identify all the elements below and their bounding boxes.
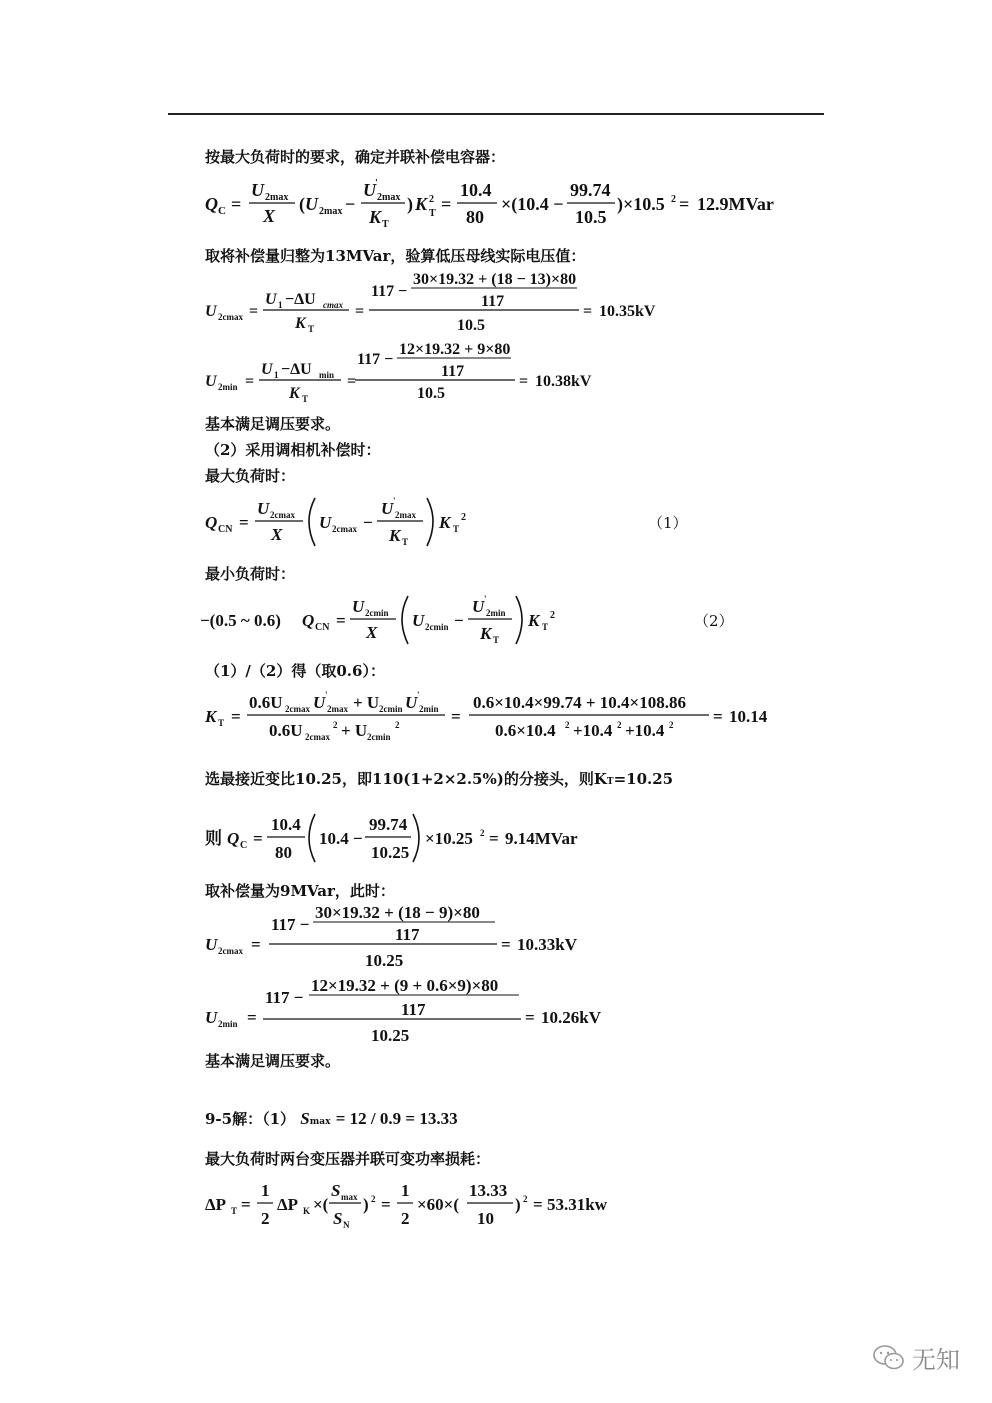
svg-text:2cmin: 2cmin: [365, 608, 389, 618]
svg-text:=: =: [451, 707, 461, 726]
svg-text:2: 2: [523, 1194, 528, 1204]
svg-text:×(10.4 −: ×(10.4 −: [501, 194, 564, 214]
svg-text:C: C: [240, 840, 248, 851]
svg-text:X: X: [271, 525, 283, 544]
svg-text:0.6U: 0.6U: [249, 693, 283, 712]
svg-text:=: =: [241, 1195, 251, 1214]
svg-text:2max: 2max: [319, 206, 343, 217]
equation-u2cmax: [205, 270, 705, 338]
svg-text:×60×(: ×60×(: [417, 1195, 460, 1214]
svg-text:ΔP: ΔP: [277, 1195, 299, 1214]
svg-text:2: 2: [669, 720, 674, 730]
svg-text:K: K: [480, 624, 492, 643]
svg-text:10.5: 10.5: [575, 207, 607, 227]
svg-text:2: 2: [333, 720, 338, 730]
svg-text:0.6×10.4: 0.6×10.4: [495, 721, 556, 740]
svg-text:U: U: [205, 373, 217, 390]
watermark: [872, 1340, 960, 1375]
svg-text:−: −: [454, 611, 464, 630]
svg-text:2: 2: [395, 720, 400, 730]
svg-text:−ΔU: −ΔU: [285, 291, 316, 308]
svg-text:2: 2: [461, 512, 466, 523]
svg-text:C: C: [218, 205, 226, 217]
svg-text:=: =: [347, 373, 357, 390]
svg-text:10.4: 10.4: [271, 815, 301, 834]
equation-qc-2: [205, 810, 605, 868]
svg-text:10.25: 10.25: [365, 951, 404, 970]
svg-text:': ': [417, 690, 420, 700]
svg-text:80: 80: [275, 843, 292, 862]
svg-text:U: U: [205, 1008, 218, 1027]
svg-text:T: T: [453, 524, 460, 534]
svg-text:U: U: [352, 597, 365, 616]
svg-text:×10.25: ×10.25: [425, 829, 473, 848]
svg-text:K: K: [389, 526, 401, 545]
svg-text:+10.4: +10.4: [573, 721, 613, 740]
svg-text:T: T: [218, 718, 225, 728]
svg-text:=: =: [489, 829, 499, 848]
watermark-text: 无知: [912, 1346, 960, 1374]
svg-text:117 −: 117 −: [271, 915, 310, 934]
svg-text:=: =: [533, 1195, 543, 1214]
svg-text:1: 1: [401, 1181, 410, 1200]
svg-text:2: 2: [550, 610, 555, 621]
text-line-4: （2）采用调相机补偿时：: [205, 441, 381, 459]
svg-text:X: X: [366, 623, 378, 642]
svg-text:ΔP: ΔP: [205, 1195, 227, 1214]
equation-qc: [205, 172, 805, 230]
wechat-icon: [872, 1344, 906, 1372]
svg-text:=: =: [251, 935, 261, 954]
svg-text:=: =: [501, 935, 511, 954]
svg-text:T: T: [542, 622, 549, 632]
svg-text:S: S: [333, 1209, 343, 1228]
equation-dpt: [205, 1178, 625, 1234]
text-line-3: 基本满足调压要求。: [205, 415, 341, 433]
text-line-8: 选最接近变比10.25，即110(1+2×2.5%)的分接头，则KT=10.25: [205, 770, 674, 788]
svg-text:=: =: [231, 707, 241, 726]
svg-text:2: 2: [261, 1209, 270, 1228]
svg-text:2cmax: 2cmax: [285, 704, 310, 714]
svg-text:T: T: [382, 219, 389, 230]
svg-text:U: U: [205, 935, 218, 954]
svg-text:=: =: [441, 194, 452, 214]
svg-text:U: U: [381, 499, 394, 518]
svg-text:=: =: [713, 707, 723, 726]
svg-text:30×19.32 + (18 − 13)×80: 30×19.32 + (18 − 13)×80: [413, 271, 577, 288]
svg-text:99.74: 99.74: [369, 815, 408, 834]
text-line-9: 取补偿量为9MVar，此时：: [205, 882, 395, 900]
svg-text:=: =: [355, 303, 365, 320]
svg-text:): ): [363, 1195, 369, 1214]
svg-text:': ': [325, 690, 328, 700]
svg-text:U: U: [412, 611, 425, 630]
text-line-2: 取将补偿量归整为13MVar，验算低压母线实际电压值：: [205, 247, 586, 265]
svg-text:2cmin: 2cmin: [425, 622, 449, 632]
svg-text:2cmax: 2cmax: [270, 510, 295, 520]
svg-text:=: =: [381, 1195, 391, 1214]
svg-text:cmax: cmax: [323, 300, 343, 310]
svg-text:2cmin: 2cmin: [367, 732, 391, 742]
svg-text:2: 2: [480, 828, 485, 838]
text-line-6: 最小负荷时：: [205, 565, 296, 583]
svg-text:2max: 2max: [265, 192, 289, 203]
svg-text:2max: 2max: [377, 192, 401, 203]
svg-text:12×19.32 + (9 + 0.6×9)×80: 12×19.32 + (9 + 0.6×9)×80: [311, 976, 499, 995]
svg-text:9.14MVar: 9.14MVar: [505, 829, 578, 848]
svg-text:2min: 2min: [218, 1019, 238, 1029]
svg-text:U: U: [261, 361, 273, 378]
svg-text:2min: 2min: [218, 382, 238, 392]
svg-text:117: 117: [481, 293, 505, 310]
svg-text:': ': [393, 496, 396, 506]
svg-text:U: U: [363, 180, 376, 200]
svg-text:2cmax: 2cmax: [332, 524, 357, 534]
svg-text:2: 2: [371, 1194, 376, 1204]
svg-text:2max: 2max: [395, 510, 416, 520]
svg-text:): ): [407, 194, 413, 214]
text-line-10: 基本满足调压要求。: [205, 1052, 341, 1070]
equation-u2min-2: [205, 973, 645, 1045]
svg-text:U: U: [305, 194, 318, 214]
svg-text:10.25: 10.25: [371, 1026, 410, 1045]
svg-text:117: 117: [395, 925, 420, 944]
svg-text:+10.4: +10.4: [625, 721, 665, 740]
equation-u2min: [205, 340, 705, 404]
svg-text:2min: 2min: [486, 608, 506, 618]
svg-text:Q: Q: [205, 194, 218, 214]
svg-text:U: U: [319, 513, 332, 532]
svg-text:=: =: [247, 1008, 257, 1027]
svg-text:117: 117: [441, 363, 465, 380]
svg-text:=: =: [253, 829, 263, 848]
svg-text:2cmax: 2cmax: [218, 946, 243, 956]
svg-text:2: 2: [401, 1209, 410, 1228]
svg-text:0.6×10.4×99.74 + 10.4×108.86: 0.6×10.4×99.74 + 10.4×108.86: [473, 693, 686, 712]
svg-text:U: U: [472, 597, 485, 616]
text-line-12: 最大负荷时两台变压器并联可变功率损耗：: [205, 1150, 491, 1168]
svg-text:10.38kV: 10.38kV: [535, 373, 592, 390]
svg-text:+ U: + U: [353, 693, 380, 712]
svg-text:10.25: 10.25: [371, 843, 410, 862]
text-line-7: （1）/（2）得（取0.6）：: [205, 662, 385, 680]
svg-text:117 −: 117 −: [357, 351, 394, 368]
svg-text:K: K: [303, 1206, 311, 1216]
svg-text:=: =: [583, 303, 593, 320]
svg-text:×(: ×(: [313, 1195, 329, 1214]
svg-text:0.6U: 0.6U: [269, 721, 303, 740]
svg-text:−: −: [345, 194, 356, 214]
svg-text:2: 2: [565, 720, 570, 730]
svg-text:min: min: [319, 370, 335, 380]
svg-text:U: U: [251, 180, 264, 200]
svg-text:K: K: [415, 194, 428, 214]
equation-label-2: （2）: [694, 612, 734, 630]
svg-text:则: 则: [205, 829, 222, 848]
svg-text:K: K: [289, 385, 300, 402]
svg-text:=: =: [679, 194, 690, 214]
svg-text:Q: Q: [205, 513, 218, 532]
header-rule: [168, 113, 824, 115]
svg-text:2: 2: [671, 194, 676, 205]
svg-text:117 −: 117 −: [371, 283, 408, 300]
svg-text:10.5: 10.5: [417, 385, 445, 402]
svg-text:1: 1: [278, 300, 283, 310]
svg-text:10.33kV: 10.33kV: [517, 935, 577, 954]
svg-text:10.4: 10.4: [460, 180, 492, 200]
svg-text:K: K: [369, 207, 382, 227]
svg-text:U: U: [265, 291, 277, 308]
svg-text:2: 2: [617, 720, 622, 730]
svg-text:N: N: [343, 1220, 350, 1230]
svg-text:(: (: [299, 194, 305, 214]
svg-text:K: K: [439, 513, 451, 532]
svg-text:=: =: [519, 373, 529, 390]
svg-text:99.74: 99.74: [570, 180, 611, 200]
equation-label-1: （1）: [648, 514, 688, 532]
svg-text:12.9MVar: 12.9MVar: [697, 194, 774, 214]
svg-text:−(0.5 ~ 0.6): −(0.5 ~ 0.6): [200, 611, 281, 630]
svg-text:U: U: [257, 499, 270, 518]
svg-text:30×19.32 + (18 − 9)×80: 30×19.32 + (18 − 9)×80: [315, 903, 480, 922]
svg-text:10.14: 10.14: [729, 707, 768, 726]
svg-text:=: =: [231, 194, 242, 214]
svg-text:2max: 2max: [327, 704, 348, 714]
equation-kt: [205, 688, 805, 746]
svg-text:−ΔU: −ΔU: [281, 361, 312, 378]
svg-text:10.26kV: 10.26kV: [541, 1008, 601, 1027]
svg-text:T: T: [402, 537, 409, 547]
svg-text:K: K: [528, 611, 540, 630]
text-line-5: 最大负荷时：: [205, 467, 296, 485]
svg-text:U: U: [313, 693, 326, 712]
svg-text:2cmax: 2cmax: [218, 312, 243, 322]
svg-text:53.31kw: 53.31kw: [547, 1195, 607, 1214]
svg-text:2cmin: 2cmin: [379, 704, 403, 714]
svg-text:10.35kV: 10.35kV: [599, 303, 656, 320]
svg-text:': ': [484, 594, 487, 604]
svg-text:=: =: [239, 513, 249, 532]
svg-text:': ': [375, 178, 378, 189]
text-line-11: 9-5解：（1） Smax = 12 / 0.9 = 13.33: [205, 1109, 458, 1128]
svg-text:=: =: [336, 611, 346, 630]
svg-text:=: =: [249, 303, 259, 320]
svg-text:T: T: [308, 324, 315, 334]
svg-text:max: max: [341, 1192, 358, 1202]
svg-text:Q: Q: [302, 611, 315, 630]
svg-text:13.33: 13.33: [469, 1181, 508, 1200]
svg-text:117: 117: [401, 1000, 426, 1019]
svg-text:12×19.32 + 9×80: 12×19.32 + 9×80: [399, 341, 511, 358]
svg-text:2cmax: 2cmax: [305, 732, 330, 742]
svg-text:T: T: [231, 1206, 238, 1216]
equation-u2cmax-2: [205, 900, 625, 972]
svg-text:1: 1: [274, 370, 279, 380]
svg-text:80: 80: [466, 207, 484, 227]
svg-text:T: T: [429, 208, 436, 219]
svg-text:117 −: 117 −: [265, 988, 304, 1007]
svg-text:S: S: [331, 1181, 341, 1200]
svg-text:10.5: 10.5: [457, 317, 485, 334]
text-line-1: 按最大负荷时的要求，确定并联补偿电容器：: [205, 148, 506, 166]
svg-text:T: T: [493, 635, 500, 645]
svg-text:)×10.5: )×10.5: [617, 194, 665, 214]
svg-text:+ U: + U: [341, 721, 368, 740]
svg-text:−: −: [363, 513, 373, 532]
svg-text:1: 1: [261, 1181, 270, 1200]
svg-text:10: 10: [477, 1209, 494, 1228]
svg-text:CN: CN: [218, 524, 233, 535]
svg-text:): ): [515, 1195, 521, 1214]
svg-text:10.4 −: 10.4 −: [319, 829, 363, 848]
svg-text:=: =: [525, 1008, 535, 1027]
svg-text:K: K: [295, 315, 306, 332]
svg-text:CN: CN: [315, 622, 330, 633]
svg-text:=: =: [245, 373, 255, 390]
svg-text:U: U: [205, 303, 217, 320]
svg-text:Q: Q: [227, 829, 240, 848]
svg-text:2: 2: [429, 194, 434, 205]
svg-text:T: T: [302, 394, 309, 404]
svg-text:2min: 2min: [419, 704, 439, 714]
equation-qcn-max: [205, 492, 505, 552]
svg-text:X: X: [263, 206, 276, 226]
svg-text:U: U: [405, 693, 418, 712]
svg-text:K: K: [205, 707, 217, 726]
equation-qcn-min: [200, 590, 580, 650]
